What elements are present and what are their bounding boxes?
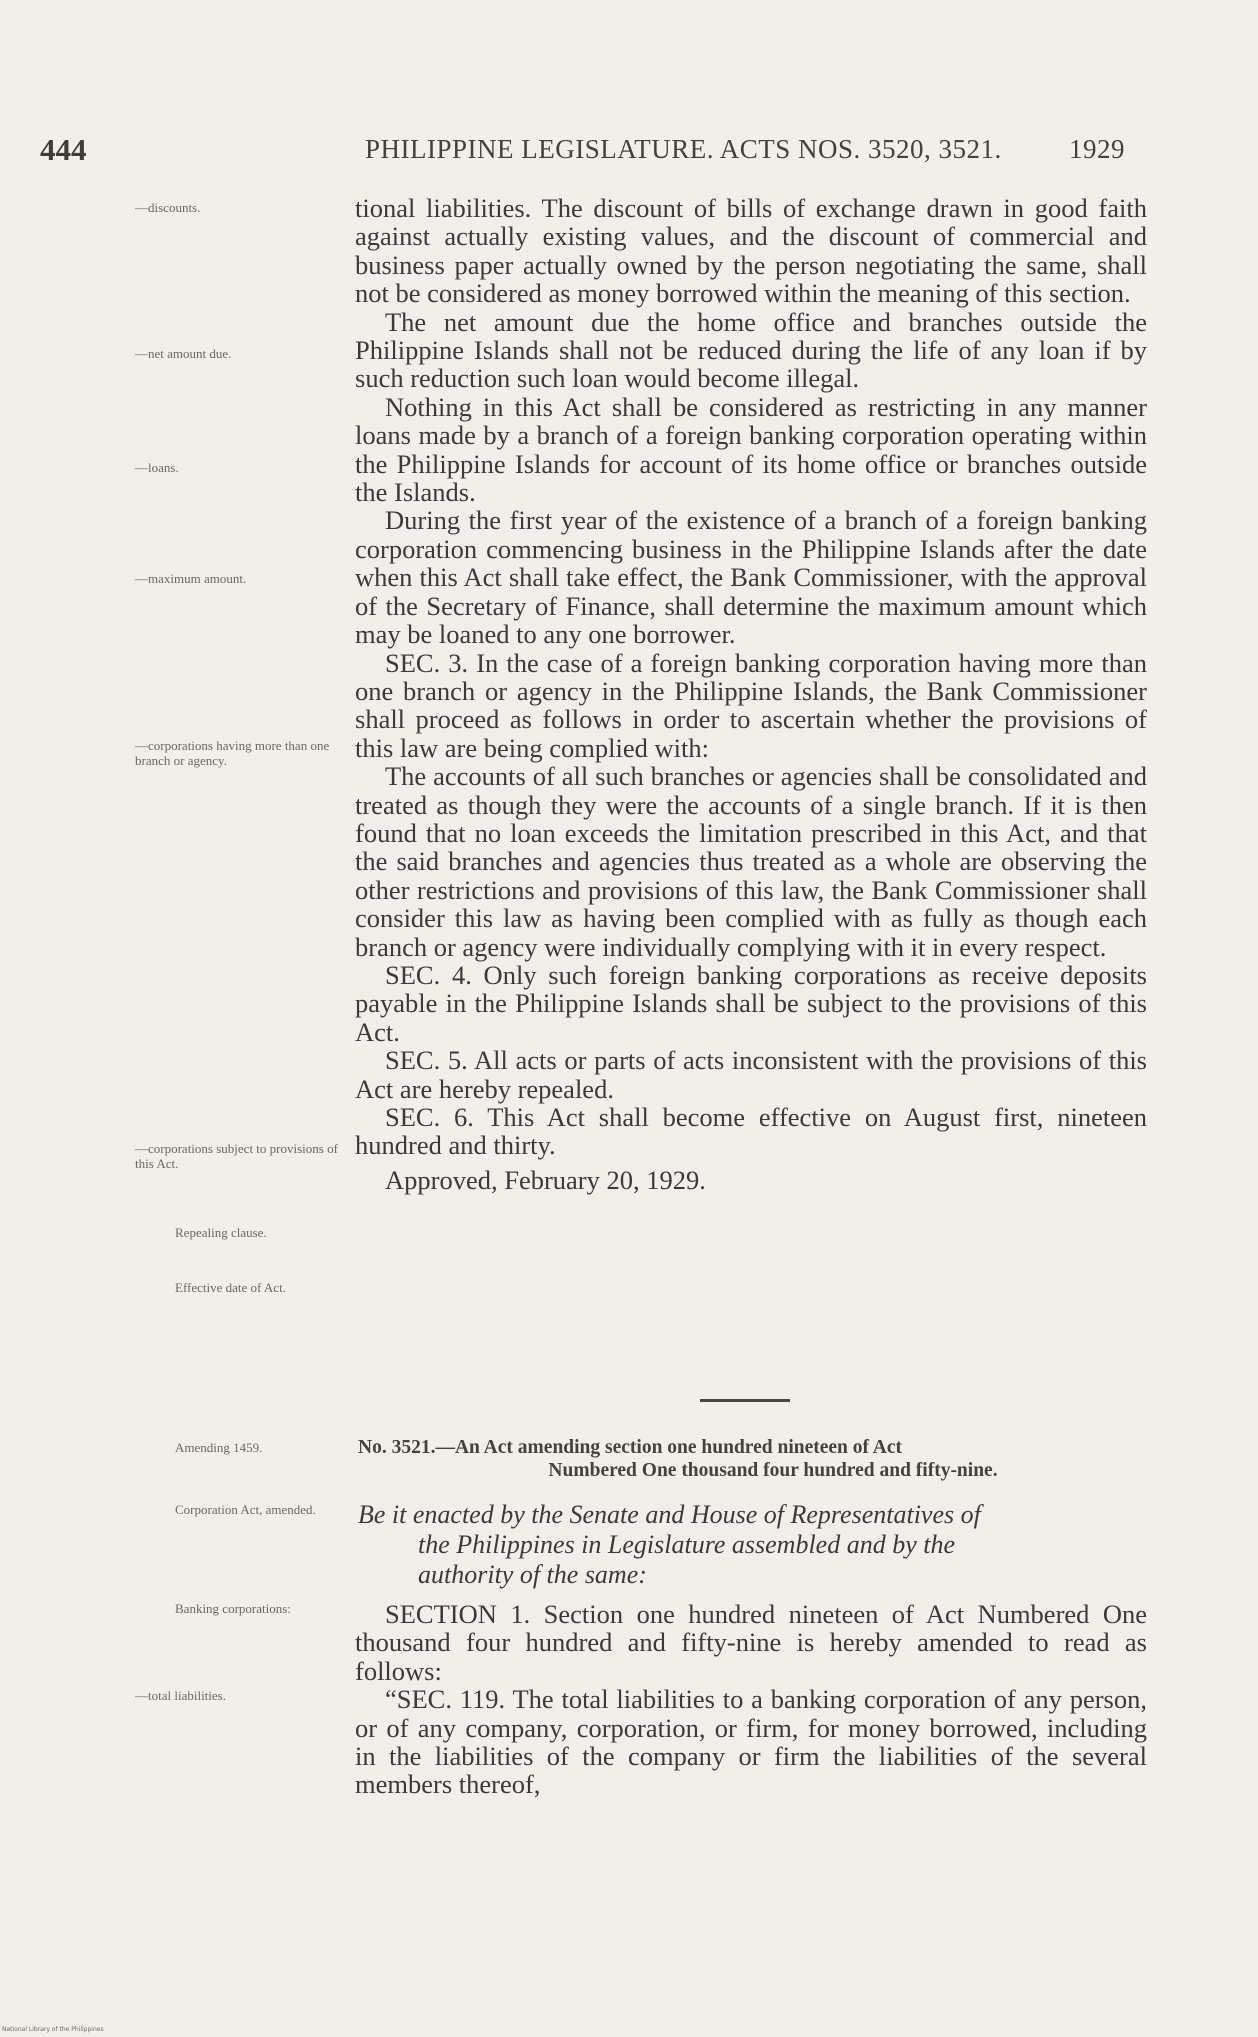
enacting-line1: Be it enacted by the Senate and House of Representatives of [358,1500,981,1529]
paragraph: “SEC. 119. The total liabilities to a banking corporation of any person, or of any company, corporation, or firm, for money borrowed, including in the liabilities of the company or firm the liabilities of the several members thereof, [355,1684,1147,1800]
paragraph: SECTION 1. Section one hundred nineteen of Act Numbered One thousand four hundred and fifty-nine is hereby amended to read as follows: [355,1599,1147,1686]
running-head-year: 1929 [1069,134,1125,164]
act-heading [358,1436,1148,1482]
enacting-clause [358,1500,1148,1590]
margin-note: —net amount due. [135,346,232,361]
enacting-line2: the Philippines in Legislature assembled and by the [418,1530,956,1559]
act-heading-line1: No. 3521.—An Act amending section one hundred nineteen of Act [358,1437,903,1458]
act-heading-line2: Numbered One thousand four hundred and fifty-nine. [548,1460,998,1481]
margin-note: —total liabilities. [135,1688,226,1703]
margin-note: —discounts. [135,200,201,215]
margin-note: —maximum amount. [135,571,247,586]
running-head-title: PHILIPPINE LEGISLATURE. ACTS NOS. 3520, 3521. [365,134,1002,164]
margin-note: Effective date of Act. [175,1280,286,1295]
paragraph: SEC. 3. In the case of a foreign banking corporation having more than one branch or agency in the Philippine Islands, the Bank Commissioner shall proceed as follows in order to ascertain whether the provisions of this law are being complied with: [355,647,1147,763]
paragraph: SEC. 6. This Act shall become effective on August first, nineteen hundred and thirty. [355,1102,1147,1161]
margin-note: —corporations having more than one branch or agency. [135,738,330,768]
section-divider [700,1399,790,1402]
body-text-2 [355,1600,1147,1799]
margin-note: Corporation Act, amended. [175,1502,316,1517]
body-text [355,194,1147,1194]
paragraph: tional liabilities. The discount of bills of exchange drawn in good faith against actually existing values, and the discount of commercial and business paper actually owned by the person negotiating the same, shall not be considered as money borrowed within the meaning of this section. [355,193,1147,309]
paragraph: SEC. 5. All acts or parts of acts inconsistent with the provisions of this Act are hereby repealed. [355,1045,1147,1104]
paragraph: The net amount due the home office and branches outside the Philippine Islands shall not be reduced during the life of any loan if by such reduction such loan would become illegal. [355,306,1147,394]
approval-line: Approved, February 20, 1929. [385,1164,706,1195]
page-number: 444 [40,132,87,167]
footer-credit: National Library of the Philippines [2,2026,104,2033]
enacting-line3: authority of the same: [418,1560,647,1589]
paragraph: SEC. 4. Only such foreign banking corporations as receive deposits payable in the Philippine Islands shall be subject to the provisions of this Act. [355,959,1147,1047]
running-head [365,134,1125,165]
paragraph: Nothing in this Act shall be considered as restricting in any manner loans made by a branch of a foreign banking corporation operating within the Philippine Islands for account of its home office or branches outside the Islands. [355,391,1147,508]
margin-note: —corporations subject to provisions of this Act. [135,1141,338,1171]
margin-note: Amending 1459. [175,1440,263,1455]
paragraph: The accounts of all such branches or agencies shall be consolidated and treated as though they were the accounts of a single branch. If it is then found that no loan exceeds the limitation prescribed in this Act, and that the said branches and agencies thus treated as a whole are observing the other restrictions and provisions of this law, the Bank Commissioner shall consider this law as having been complied with as fully as though each branch or agency were individually complying with it in every respect. [355,761,1147,962]
paragraph: During the first year of the existence of a branch of a foreign banking corporation commencing business in the Philippine Islands after the date when this Act shall take effect, the Bank Commissioner, with the approval of the Secretary of Finance, shall determine the maximum amount which may be loaned to any one borrower. [355,505,1147,650]
margin-note: Banking corporations: [175,1601,291,1616]
margin-note: Repealing clause. [175,1225,267,1240]
margin-note: —loans. [135,460,179,475]
